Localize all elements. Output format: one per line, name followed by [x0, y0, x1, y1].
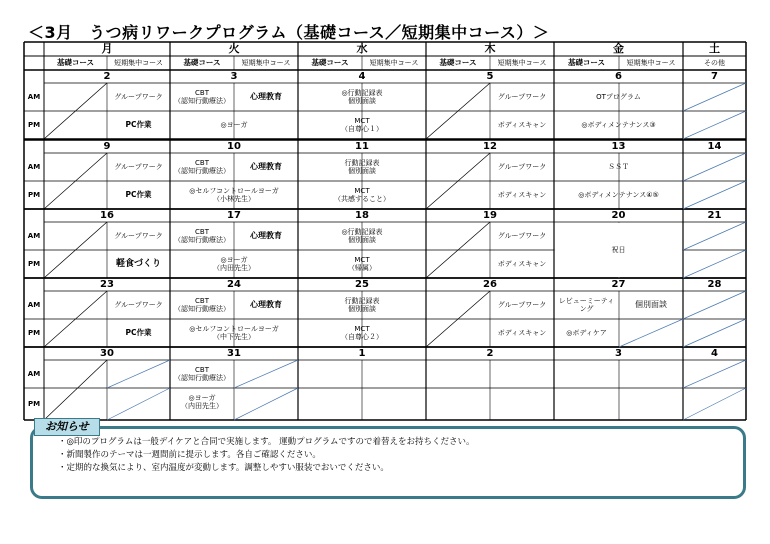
- am-label: AM: [27, 92, 41, 101]
- schedule-entry: [107, 153, 170, 181]
- schedule-entry: [234, 83, 298, 111]
- am-label: AM: [27, 162, 41, 171]
- schedule-entry: [170, 111, 298, 139]
- date-number: 27: [611, 278, 626, 290]
- schedule-line: 行動記録表: [344, 296, 380, 305]
- schedule-line: 個別面談: [348, 305, 376, 313]
- schedule-line: ◎ヨーガ: [220, 120, 248, 129]
- am-label: AM: [27, 369, 41, 378]
- date-number: 28: [707, 278, 722, 290]
- schedule-line: 個別面談: [348, 236, 376, 244]
- schedule-line: グループワーク: [497, 231, 547, 240]
- course-basic-label: 基礎コース: [183, 57, 221, 67]
- schedule-entry: [490, 319, 554, 347]
- date-number: 16: [100, 209, 114, 221]
- schedule-line: CBT: [195, 365, 209, 374]
- schedule-entry: [170, 222, 234, 250]
- notice-list: [58, 436, 475, 475]
- schedule-line: （小林先生）: [213, 195, 255, 203]
- schedule-entry: [490, 153, 554, 181]
- schedule-entry: [490, 111, 554, 139]
- schedule-entry: [619, 291, 683, 319]
- date-number: 2: [486, 347, 494, 359]
- schedule-line: （認知行動療法）: [174, 167, 230, 175]
- schedule-line: 個別面談: [348, 97, 376, 105]
- date-number: 9: [103, 140, 111, 152]
- date-number: 5: [486, 70, 494, 82]
- schedule-line: レビューミーティ: [558, 296, 615, 305]
- schedule-line: グループワーク: [114, 300, 163, 309]
- schedule-line: ＳＳＴ: [608, 162, 629, 171]
- schedule-entry: [490, 83, 554, 111]
- schedule-line: 心理教育: [250, 92, 282, 102]
- schedule-line: 個別面談: [348, 167, 376, 175]
- date-number: 3: [615, 347, 622, 359]
- schedule-line: ◎ボディメンテナンス④⑤: [578, 190, 659, 199]
- schedule-entry: [107, 111, 170, 139]
- schedule-line: ボディスキャン: [497, 120, 547, 129]
- schedule-line: （共感すること）: [334, 195, 390, 203]
- schedule-line: CBT: [195, 296, 209, 305]
- course-short-label: 短期集中コース: [497, 58, 547, 67]
- schedule-entry: [298, 250, 426, 278]
- course-short-label: 短期集中コース: [241, 58, 291, 67]
- date-number: 4: [358, 70, 366, 82]
- weekday-header: 水: [356, 42, 368, 55]
- date-number: 31: [227, 347, 241, 359]
- pm-label: PM: [27, 399, 41, 408]
- schedule-line: OTプログラム: [596, 92, 641, 101]
- schedule-line: 心理教育: [250, 300, 282, 310]
- date-number: 14: [707, 140, 722, 152]
- schedule-entry: [298, 319, 426, 347]
- weekday-header: 金: [613, 42, 624, 55]
- pm-label: PM: [27, 259, 41, 268]
- schedule-line: MCT: [354, 324, 370, 333]
- schedule-line: ボディスキャン: [497, 328, 547, 337]
- notice-heading: お知らせ: [34, 418, 100, 436]
- holiday-label: 祝日: [611, 245, 626, 254]
- schedule-line: CBT: [195, 88, 209, 97]
- schedule-entry: [234, 153, 298, 181]
- schedule-entry: [298, 222, 426, 250]
- schedule-entry: [170, 250, 298, 278]
- schedule-entry: [298, 111, 426, 139]
- schedule-line: （自尊心２）: [341, 333, 383, 341]
- schedule-line: グループワーク: [497, 92, 547, 101]
- weekday-header: 土: [709, 42, 720, 55]
- schedule-line: （帰属）: [348, 264, 376, 272]
- schedule-line: CBT: [195, 227, 209, 236]
- schedule-entry: [170, 319, 298, 347]
- date-number: 30: [100, 347, 114, 359]
- schedule-entry: [234, 222, 298, 250]
- schedule-entry: [170, 360, 234, 388]
- schedule-line: ◎行動記録表: [341, 227, 383, 236]
- schedule-line: ◎ボディケア: [566, 328, 607, 337]
- course-short-label: 短期集中コース: [369, 58, 419, 67]
- schedule-entry: [554, 83, 683, 111]
- schedule-line: （認知行動療法）: [174, 97, 230, 105]
- date-number: 25: [355, 278, 369, 290]
- date-number: 23: [100, 278, 114, 290]
- schedule-entry: [298, 291, 426, 319]
- course-basic-label: 基礎コース: [567, 57, 606, 67]
- date-number: 2: [103, 70, 111, 82]
- date-number: 13: [611, 140, 626, 152]
- page-title: ＜3月 うつ病リワークプログラム（基礎コース／短期集中コース）＞: [28, 23, 550, 42]
- date-number: 18: [355, 209, 369, 221]
- weekday-header: 木: [484, 42, 496, 55]
- notice-item: ・◎印のプログラムは一般デイケアと合同で実施します。 運動プログラムですので着替えをお持ちください。: [58, 437, 475, 447]
- date-number: 11: [355, 140, 369, 152]
- schedule-line: ング: [579, 305, 594, 313]
- date-number: 10: [227, 140, 241, 152]
- schedule-entry: [107, 83, 170, 111]
- schedule-line: ◎ボディメンテナンス③: [581, 120, 656, 129]
- schedule-entry: [107, 222, 170, 250]
- schedule-line: 軽食づくり: [115, 258, 161, 269]
- am-label: AM: [27, 300, 41, 309]
- schedule-entry: [554, 319, 619, 347]
- schedule-entry: [298, 181, 426, 209]
- course-short-label: 短期集中コース: [626, 58, 676, 67]
- schedule-entry: [298, 83, 426, 111]
- schedule-entry: [107, 250, 170, 278]
- date-number: 24: [227, 278, 241, 290]
- schedule-entry: [107, 291, 170, 319]
- course-short-label: 短期集中コース: [114, 58, 163, 67]
- date-number: 3: [230, 70, 238, 82]
- schedule-entry: [170, 181, 298, 209]
- schedule-entry: [554, 111, 683, 139]
- am-label: AM: [27, 231, 41, 240]
- schedule-line: 心理教育: [250, 162, 282, 172]
- pm-label: PM: [27, 120, 41, 129]
- weekday-header: 火: [228, 42, 240, 55]
- weekday-header: 月: [101, 42, 113, 55]
- schedule-line: ボディスキャン: [497, 259, 547, 268]
- schedule-line: グループワーク: [497, 162, 547, 171]
- schedule-entry: [170, 388, 234, 416]
- pm-label: PM: [27, 328, 41, 337]
- schedule-line: グループワーク: [114, 231, 163, 240]
- schedule-entry: [170, 291, 234, 319]
- schedule-line: PC作業: [125, 119, 152, 129]
- schedule-line: （認知行動療法）: [174, 374, 230, 382]
- course-basic-label: 基礎コース: [439, 57, 477, 67]
- schedule-line: ◎セルフコントロールヨーガ: [189, 186, 279, 195]
- schedule-line: ◎ヨーガ: [188, 393, 216, 402]
- date-number: 26: [483, 278, 497, 290]
- date-number: 7: [711, 70, 718, 82]
- schedule-line: ◎ヨーガ: [220, 255, 248, 264]
- schedule-entry: [107, 181, 170, 209]
- notice-item: ・新聞製作のテーマは一週間前に提示します。各自ご確認ください。: [58, 450, 321, 460]
- schedule-entry: [234, 291, 298, 319]
- notice-item: ・定期的な換気により、室内温度が変動します。調整しやすい服装でおいでください。: [58, 463, 389, 473]
- date-number: 4: [711, 347, 718, 359]
- schedule-entry: [554, 153, 683, 181]
- date-number: 19: [483, 209, 497, 221]
- schedule-line: 個別面談: [635, 300, 667, 310]
- date-number: 12: [483, 140, 497, 152]
- schedule-line: MCT: [354, 255, 370, 264]
- schedule-line: （認知行動療法）: [174, 236, 230, 244]
- schedule-line: MCT: [354, 186, 370, 195]
- date-number: 1: [358, 347, 366, 359]
- schedule-line: ◎セルフコントロールヨーガ: [189, 324, 279, 333]
- date-number: 17: [227, 209, 241, 221]
- schedule-line: （内田先生）: [213, 264, 255, 272]
- schedule-line: 心理教育: [250, 231, 282, 241]
- course-basic-label: 基礎コース: [56, 57, 95, 67]
- schedule-entry: [298, 153, 426, 181]
- schedule-entry: [107, 319, 170, 347]
- course-other-label: その他: [704, 58, 725, 67]
- schedule-line: MCT: [354, 116, 370, 125]
- schedule-entry: [490, 222, 554, 250]
- schedule-line: PC作業: [125, 327, 152, 337]
- schedule-line: （認知行動療法）: [174, 305, 230, 313]
- date-number: 20: [611, 209, 626, 221]
- schedule-line: CBT: [195, 158, 209, 167]
- schedule-line: 行動記録表: [344, 158, 380, 167]
- schedule-line: ◎行動記録表: [341, 88, 383, 97]
- schedule-line: グループワーク: [114, 92, 163, 101]
- schedule-entry: [490, 181, 554, 209]
- schedule-line: （自尊心１）: [341, 125, 383, 133]
- course-basic-label: 基礎コース: [311, 57, 349, 67]
- schedule-entry: [490, 291, 554, 319]
- schedule-line: グループワーク: [114, 162, 163, 171]
- schedule-entry: [170, 83, 234, 111]
- date-number: 6: [615, 70, 622, 82]
- schedule-entry: [490, 250, 554, 278]
- schedule-line: グループワーク: [497, 300, 547, 309]
- schedule-line: PC作業: [125, 189, 152, 199]
- pm-label: PM: [27, 190, 41, 199]
- schedule-line: （中下先生）: [213, 333, 255, 341]
- schedule-entry: [170, 153, 234, 181]
- schedule-line: ボディスキャン: [497, 190, 547, 199]
- schedule-line: （内田先生）: [181, 402, 223, 410]
- schedule-entry: [554, 181, 683, 209]
- schedule-entry: [554, 291, 619, 319]
- date-number: 21: [707, 209, 722, 221]
